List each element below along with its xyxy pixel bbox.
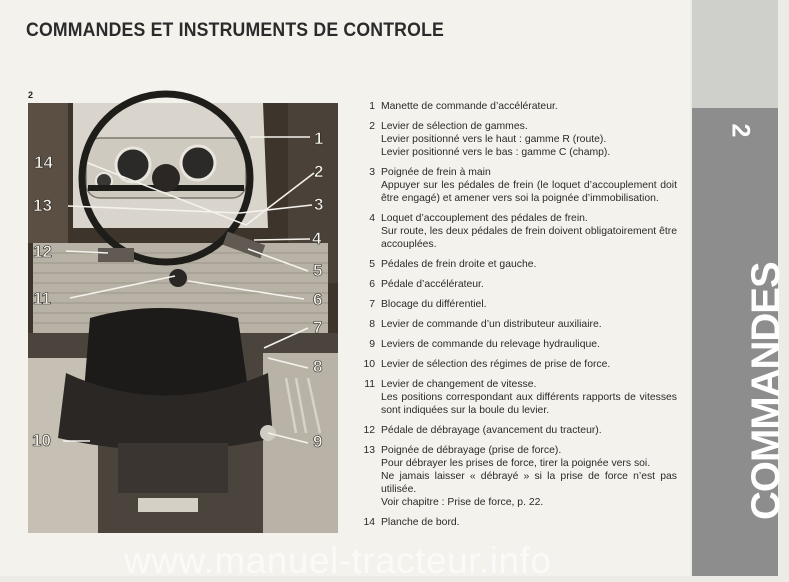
callout-10: 10 <box>32 431 51 450</box>
item-detail: Voir chapitre : Prise de force, p. 22. <box>381 497 544 508</box>
item-title: Pédale de débrayage (avancement du tracteur). <box>381 425 602 436</box>
item-number: 10 <box>363 359 375 370</box>
list-item <box>362 100 677 113</box>
item-title: Poignée de frein à main <box>381 167 491 178</box>
item-number: 13 <box>363 445 375 456</box>
item-number: 11 <box>364 379 375 390</box>
list-item <box>362 212 677 251</box>
tractor-cab-photo <box>28 103 338 533</box>
callout-9: 9 <box>313 432 323 451</box>
item-detail: Les positions correspondant aux différents rapports de vitesses sont indiquées sur la boule du levier. <box>381 392 677 416</box>
list-item <box>362 516 677 529</box>
list-item <box>362 258 677 271</box>
item-number: 1 <box>369 101 375 112</box>
callout-3: 3 <box>314 195 324 214</box>
item-title: Loquet d’accouplement des pédales de frein. <box>381 213 588 224</box>
item-number: 14 <box>363 517 375 528</box>
list-item <box>362 424 677 437</box>
item-title: Planche de bord. <box>381 517 460 528</box>
item-number: 5 <box>369 259 375 270</box>
list-item <box>362 318 677 331</box>
list-item <box>362 358 677 371</box>
item-detail: Sur route, les deux pédales de frein doivent obligatoirement être accouplées. <box>381 226 677 250</box>
callout-11: 11 <box>33 289 51 308</box>
item-title: Blocage du différentiel. <box>381 299 487 310</box>
photo-number: 2 <box>28 90 34 100</box>
chapter-number: 2 <box>726 123 755 138</box>
list-item <box>362 278 677 291</box>
callout-5: 5 <box>313 261 323 280</box>
callout-7: 7 <box>313 318 323 337</box>
chapter-number-badge <box>692 108 778 146</box>
item-number: 7 <box>369 299 375 310</box>
item-title: Levier de sélection des régimes de prise de force. <box>381 359 611 370</box>
list-item <box>362 338 677 351</box>
item-title: Poignée de débrayage (prise de force). <box>381 445 562 456</box>
item-number: 3 <box>369 167 375 178</box>
item-title: Levier de changement de vitesse. <box>381 379 537 390</box>
item-detail: Pour débrayer les prises de force, tirer la poignée vers soi. <box>381 458 651 469</box>
item-detail: Appuyer sur les pédales de frein (le loquet d’accouplement doit être engagé) et amener vers soi la poignée d’immobilisation. <box>381 180 677 204</box>
list-item <box>362 298 677 311</box>
item-number: 8 <box>369 319 375 330</box>
item-title: Levier de commande d’un distributeur auxiliaire. <box>381 319 602 330</box>
item-detail: Ne jamais laisser « débrayé » si la prise de force n’est pas utilisée. <box>381 471 677 495</box>
chapter-label: COMMANDES <box>744 262 788 520</box>
tractor-cab-illustration <box>28 103 338 533</box>
item-detail: Levier positionné vers le haut : gamme R (route). <box>381 134 607 145</box>
callout-14: 14 <box>34 153 53 172</box>
item-number: 9 <box>369 339 375 350</box>
list-item <box>362 120 677 159</box>
item-title: Pédale d’accélérateur. <box>381 279 484 290</box>
list-item <box>362 378 677 417</box>
page-title: COMMANDES ET INSTRUMENTS DE CONTROLE <box>26 20 445 41</box>
item-number: 4 <box>369 213 375 224</box>
callout-2: 2 <box>314 162 324 181</box>
item-number: 6 <box>369 279 375 290</box>
callout-1: 1 <box>314 129 324 148</box>
chapter-tab <box>692 0 788 576</box>
controls-list <box>362 100 677 536</box>
item-title: Manette de commande d’accélérateur. <box>381 101 558 112</box>
callout-8: 8 <box>313 357 323 376</box>
item-number: 12 <box>363 425 375 436</box>
item-number: 2 <box>369 121 375 132</box>
item-title: Levier de sélection de gammes. <box>381 121 528 132</box>
list-item <box>362 444 677 509</box>
item-detail: Levier positionné vers le bas : gamme C (champ). <box>381 147 611 158</box>
chapter-tab-top <box>692 0 778 108</box>
list-item <box>362 166 677 205</box>
callout-13: 13 <box>33 196 52 215</box>
callout-4: 4 <box>312 229 322 248</box>
item-title: Leviers de commande du relevage hydraulique. <box>381 339 600 350</box>
callout-6: 6 <box>313 290 323 309</box>
callout-12: 12 <box>33 242 52 261</box>
item-title: Pédales de frein droite et gauche. <box>381 259 537 270</box>
watermark: www.manuel-tracteur.info <box>124 540 552 581</box>
